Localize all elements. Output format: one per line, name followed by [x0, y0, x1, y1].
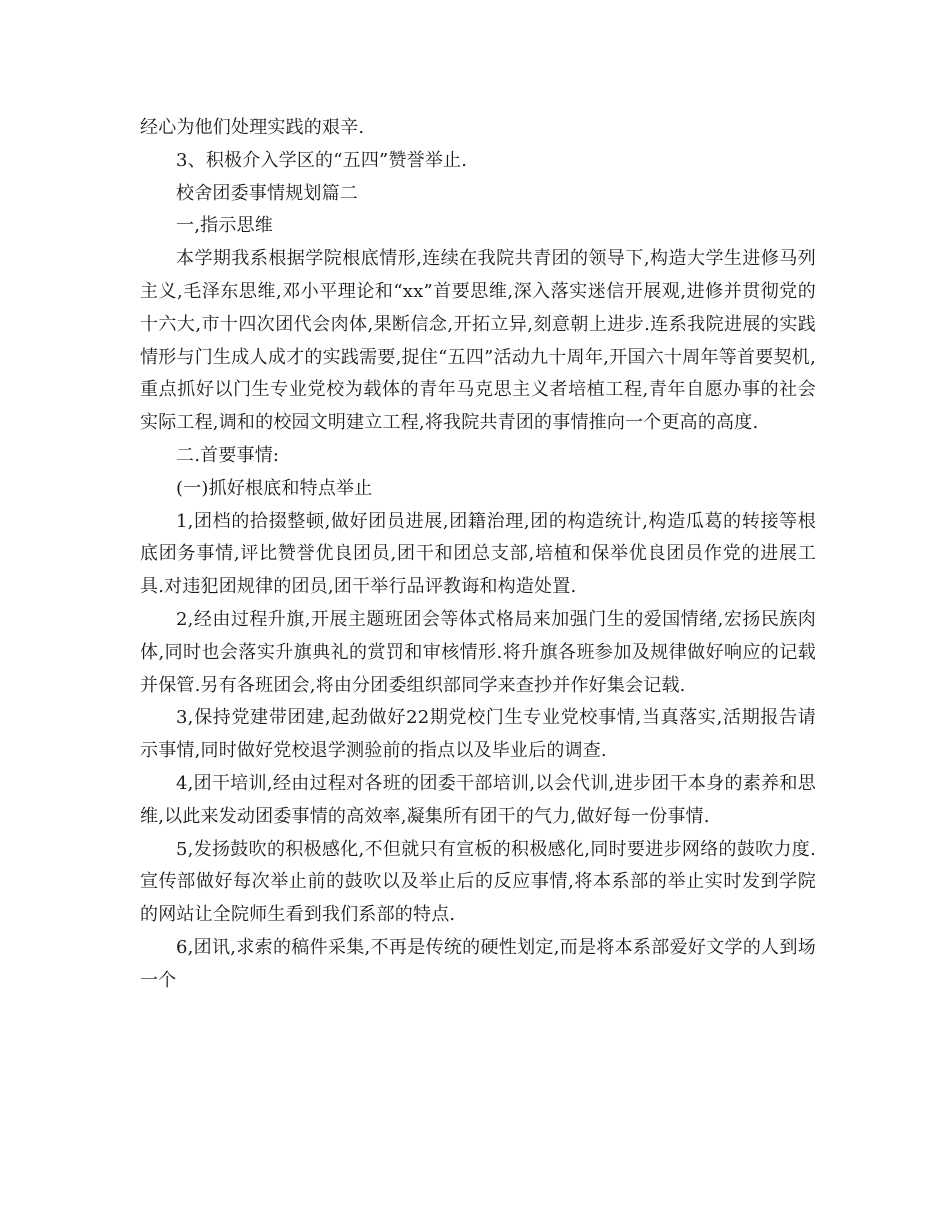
list-item-1: 1,团档的拾掇整顿,做好团员进展,团籍治理,团的构造统计,构造瓜葛的转接等根底团务事情,评比赞誉优良团员,团干和团总支部,培植和保举优良团员作党的进展工具.对违犯团规律的团员,团干举行品评教诲和构造处置.	[140, 510, 816, 598]
list-item-4: 4,团干培训,经由过程对各班的团委干部培训,以会代训,进步团干本身的素养和思维,以此来发动团委事情的高效率,凝集所有团干的气力,做好每一份事情.	[140, 772, 816, 827]
list-item-6: 6,团讯,求索的稿件采集,不再是传统的硬性划定,而是将本系部爱好文学的人到场一个	[140, 936, 816, 991]
heading-guiding-thought: 一,指示思维	[176, 215, 273, 237]
list-item-5: 5,发扬鼓吹的积极感化,不但就只有宣板的积极感化,同时要进步网络的鼓吹力度.宣传部做好每次举止前的鼓吹以及举止后的反应事情,将本系部的举止实时发到学院的网站让全院师生看到我们系部的特点.	[140, 838, 816, 926]
list-item-2: 2,经由过程升旗,开展主题班团会等体式格局来加强门生的爱国情绪,宏扬民族肉体,同时也会落实升旗典礼的赏罚和审核情形.将升旗各班参加及规律做好响应的记载并保管.另有各班团会,将由分团委组织部同学来查抄并作好集会记载.	[140, 608, 816, 696]
subheading-basic-activities: (一)抓好根底和特点举止	[176, 477, 373, 499]
heading-main-work: 二.首要事情:	[176, 444, 280, 466]
paragraph-2: 3、积极介入学区的“五四”赞誉举止.	[176, 149, 468, 171]
document-body	[140, 112, 816, 998]
section-title: 校舍团委事情规划篇二	[176, 182, 358, 204]
paragraph-1: 经心为他们处理实践的艰辛.	[140, 117, 365, 138]
paragraph-intro: 本学期我系根据学院根底情形,连续在我院共青团的领导下,构造大学生进修马列主义,毛泽东思维,邓小平理论和“xx”首要思维,深入落实迷信开展观,进修并贯彻党的十六大,市十四次团代会肉体,果断信念,开拓立异,刻意朝上进步.连系我院进展的实践情形与门生成人成才的实践需要,捉住“五四”活动九十周年,开国六十周年等首要契机,重点抓好以门生专业党校为载体的青年马克思主义者培植工程,青年自愿办事的社会实际工程,调和的校园文明建立工程,将我院共青团的事情推向一个更高的高度.	[140, 248, 816, 434]
list-item-3: 3,保持党建带团建,起劲做好22期党校门生专业党校事情,当真落实,活期报告请示事情,同时做好党校退学测验前的指点以及毕业后的调查.	[140, 707, 816, 762]
